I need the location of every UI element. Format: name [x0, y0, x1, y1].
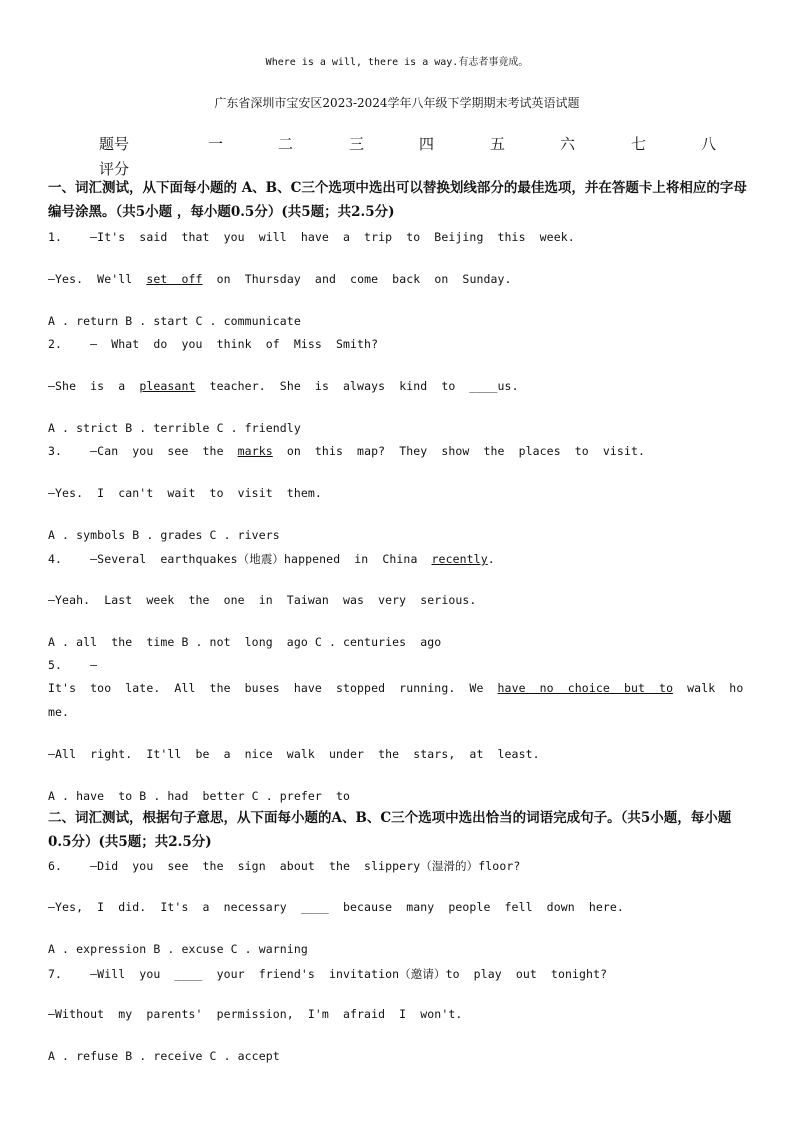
q6-options: A . expression B . excuse C . warning — [48, 942, 308, 956]
score-table-score-label: 评分 — [99, 160, 130, 178]
motto-text: Where is a will, there is a way.有志者事竟成。 — [265, 57, 529, 68]
section1-heading: 一、词汇测试，从下面每小题的 A、B、C三个选项中选出可以替换划线部分的最佳选项，并在答题卡上将相应的字母编号涂黑。（共5小题 ，每小题0.5分）(共5题；共2.5分) — [48, 180, 747, 220]
q1-reply-start: —Yes. We'll — [48, 272, 147, 286]
score-col-5: 五 — [490, 135, 506, 153]
q2-reply — [48, 379, 519, 393]
q1-reply — [48, 272, 512, 286]
q4-underlined-word: recently — [431, 552, 488, 566]
q7-options: A . refuse B . receive C . accept — [48, 1049, 280, 1063]
q5-stem-line2: me. — [48, 705, 70, 719]
q2-options: A . strict B . terrible C . friendly — [48, 421, 301, 435]
q4-stem-start: 4. —Several earthquakes（地震）happened in China — [48, 552, 432, 566]
score-col-4: 四 — [419, 135, 435, 153]
q7-reply: —Without my parents' permission, I'm afraid I won't. — [48, 1007, 463, 1021]
q4-options: A . all the time B . not long ago C . centuries ago — [48, 635, 442, 649]
score-col-7: 七 — [631, 135, 647, 153]
score-col-8: 八 — [701, 135, 717, 153]
q3-stem-end: on this map? They show the places to visit. — [272, 444, 646, 458]
q5-stem-start: It's too late. All the buses have stopped running. We — [48, 681, 498, 695]
q3-reply: —Yes. I can't wait to visit them. — [48, 486, 322, 500]
q5-number: 5. — — [48, 658, 98, 672]
q4-reply: —Yeah. Last week the one in Taiwan was very serious. — [48, 593, 477, 607]
score-col-6: 六 — [560, 135, 576, 153]
q5-underlined-phrase: have no choice but to — [497, 681, 674, 695]
q2-reply-start: —She is a — [48, 379, 140, 393]
q6-reply: —Yes, I did. It's a necessary ____ because many people fell down here. — [48, 900, 624, 914]
q1-stem: 1. —It's said that you will have a trip to Beijing this week. — [48, 230, 575, 244]
score-table-row-label: 题号 — [99, 135, 130, 153]
exam-title: 广东省深圳市宝安区2023-2024学年八年级下学期期末考试英语试题 — [214, 96, 580, 110]
q3-options: A . symbols B . grades C . rivers — [48, 528, 280, 542]
score-col-1: 一 — [208, 135, 224, 153]
q5-stem-end: walk ho — [673, 681, 744, 695]
q3-underlined-word: marks — [237, 444, 273, 458]
q2-stem: 2. — What do you think of Miss Smith? — [48, 337, 379, 351]
score-col-3: 三 — [349, 135, 365, 153]
q1-reply-end: on Thursday and come back on Sunday. — [202, 272, 512, 286]
section2-heading: 二、词汇测试，根据句子意思，从下面每小题的A、B、C三个选项中选出恰当的词语完成句子。（共5小题，每小题0.5分）(共5题；共2.5分) — [48, 810, 732, 850]
q5-reply: —All right. It'll be a nice walk under the stars, at least. — [48, 747, 540, 761]
q2-reply-end: teacher. She is always kind to ____us. — [195, 379, 519, 393]
q7-stem: 7. —Will you ____ your friend's invitation（邀请）to play out tonight? — [48, 967, 608, 981]
q4-stem-end: . — [487, 552, 495, 566]
q3-stem — [48, 444, 645, 458]
q4-stem — [48, 551, 495, 567]
q6-stem: 6. —Did you see the sign about the slippery（湿滑的）floor? — [48, 859, 521, 873]
q1-options: A . return B . start C . communicate — [48, 314, 301, 328]
q5-options: A . have to B . had better C . prefer to — [48, 789, 351, 803]
q5-stem-line1 — [48, 681, 743, 695]
q1-underlined-phrase: set off — [146, 272, 203, 286]
q3-stem-start: 3. —Can you see the — [48, 444, 238, 458]
q2-underlined-word: pleasant — [139, 379, 196, 393]
score-col-2: 二 — [278, 135, 294, 153]
